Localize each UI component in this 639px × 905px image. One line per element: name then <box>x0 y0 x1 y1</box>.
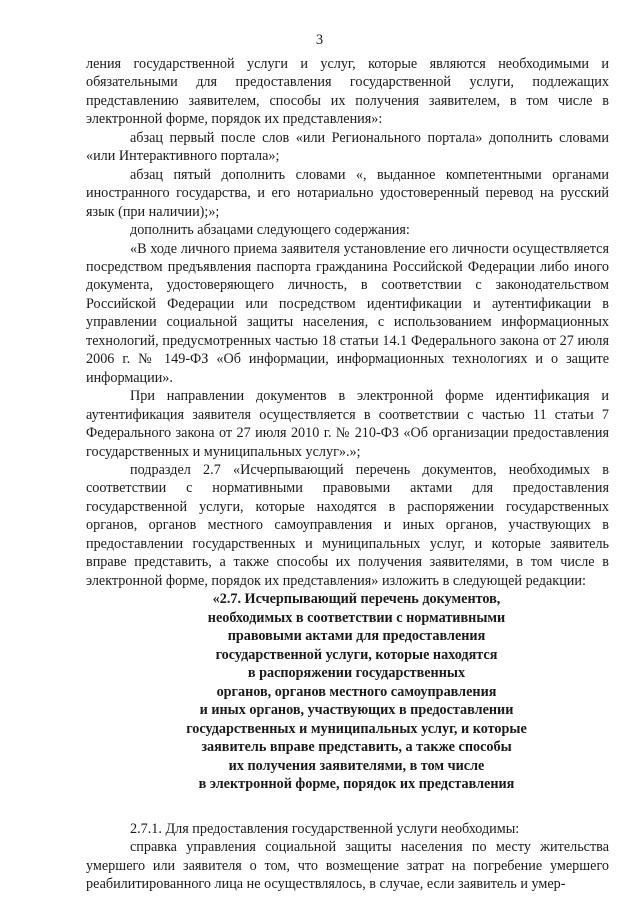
paragraph-certificate: справка управления социальной защиты населения по месту жительства умершего или заявителя о том, что возмещение затрат на погребение умершего реабилитированного лица не осуществлялось, в случае, если заявитель и умер- <box>86 839 609 892</box>
heading-line: их получения заявителями, в том числе <box>228 757 485 774</box>
spacer <box>86 794 609 820</box>
paragraph-subsection-2-7: подраздел 2.7 «Исчерпывающий перечень документов, необходимых в соответствии с нормативными правовыми актами для предоставления государственной услуги, которые находятся в распоряжении государственных органов, органов местного самоуправления и иных органов, участвующих в предоставлении государственных и муниципальных услуг, и которые заявитель вправе представить, а также способы их получения заявителями, в том числе в электронной форме, порядок их представления» изложить в следующей редакции: <box>86 461 609 589</box>
paragraph-2-7-1: 2.7.1. Для предоставления государственной услуги необходимы: <box>130 820 520 837</box>
heading-line: органов, органов местного самоуправления <box>216 683 497 700</box>
paragraph-first-abzac-amendment: абзац первый после слов «или Регионального портала» дополнить словами «или Интерактивного портала»; <box>86 129 609 165</box>
heading-line: правовыми актами для предоставления <box>227 628 486 645</box>
heading-line: в электронной форме, порядок их представления <box>198 776 515 793</box>
heading-line: и иных органов, участвующих в предоставлении <box>199 702 514 719</box>
document-body <box>86 55 609 893</box>
heading-line: заявитель вправе представить, а также способы <box>201 739 512 756</box>
paragraph-intro-continued: ления государственной услуги и услуг, которые являются необходимыми и обязательными для предоставления государственной услуги, подлежащих представлению заявителем, способы их получения заявителем, в том числе в электронной форме, порядок их представления»: <box>86 56 609 128</box>
section-heading-2-7 <box>86 590 609 794</box>
heading-line: необходимых в соответствии с нормативными <box>207 609 506 626</box>
paragraph-add-abzacs: дополнить абзацами следующего содержания: <box>130 222 410 239</box>
heading-line: «2.7. Исчерпывающий перечень документов, <box>212 591 501 608</box>
heading-line: государственных и муниципальных услуг, и которые <box>186 720 527 737</box>
heading-line: государственной услуги, которые находятся <box>215 646 498 663</box>
page-number: 3 <box>315 32 324 48</box>
heading-line: в распоряжении государственных <box>247 665 466 682</box>
paragraph-identity-verification: «В ходе личного приема заявителя установление его личности осуществляется посредством предъявления паспорта гражданина Российской Федерации либо иного документа, удостоверяющего личность, в соответствии с законодательством Российской Федерации или посредством идентификации и аутентификации в управлении социальной защиты населения, с использованием информационных технологий, предусмотренных частью 18 статьи 14.1 Федерального закона от 27 июля 2006 г. № 149-ФЗ «Об информации, информационных технологиях и о защите информации». <box>86 240 609 386</box>
paragraph-fifth-abzac-amendment: абзац пятый дополнить словами «, выданное компетентными органами иностранного государства, и его нотариально удостоверенный перевод на русский язык (при наличии);»; <box>86 166 609 220</box>
paragraph-electronic-identification: При направлении документов в электронной форме идентификация и аутентификация заявителя осуществляется в соответствии с частью 11 статьи 7 Федерального закона от 27 июля 2010 г. № 210-ФЗ «Об организации предоставления государственных и муниципальных услуг».»; <box>86 388 609 460</box>
